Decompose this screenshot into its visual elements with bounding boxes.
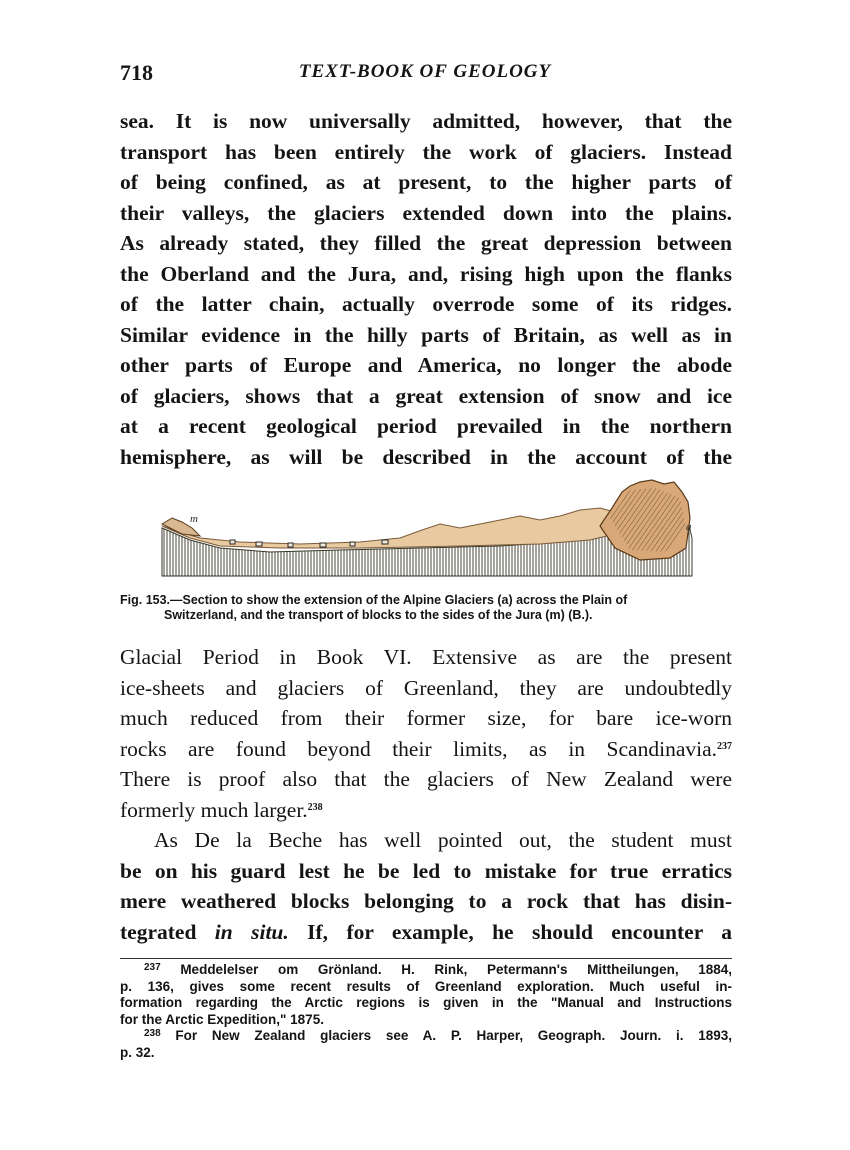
footnote-line <box>120 1028 732 1045</box>
text-line: other parts of Europe and America, no longer the abode <box>120 353 732 377</box>
line-text: rocks are found beyond their limits, as in Scandinavia. <box>120 736 717 761</box>
text-line: of being confined, as at present, to the higher parts of <box>120 170 732 194</box>
italic-phrase: in situ. <box>214 919 289 944</box>
text-line: their valleys, the glaciers extended down into the plains. <box>120 200 732 225</box>
line-text: formerly much larger. <box>120 797 308 822</box>
figure-caption <box>120 593 732 623</box>
footnotes <box>120 962 732 1061</box>
text-line: Glacial Period in Book VI. Extensive as are the present <box>120 645 732 669</box>
text-line <box>120 795 732 826</box>
alpine-glacier-section-figure <box>160 478 694 586</box>
text-line: hemisphere, as will be described in the account of the <box>120 444 732 469</box>
paragraph-top <box>120 106 732 472</box>
text-line: As already stated, they filled the great depression between <box>120 231 732 255</box>
text-line <box>120 917 732 948</box>
text-line: be on his guard lest he be led to mistake for true erratics <box>120 858 732 883</box>
text-line: of the latter chain, actually overrode some of its ridges. <box>120 292 732 316</box>
text-line: of glaciers, shows that a great extension of snow and ice <box>120 383 732 408</box>
text-line: much reduced from their former size, for bare ice-worn <box>120 706 732 730</box>
text-line: ice-sheets and glaciers of Greenland, they are undoubtedly <box>120 675 732 700</box>
text-line: at a recent geological period prevailed in the northern <box>120 414 732 438</box>
paragraph-mid <box>120 642 732 947</box>
footnote-ref-237: 237 <box>717 740 732 752</box>
footnote-number-237: 237 <box>144 962 161 973</box>
text-line: the Oberland and the Jura, and, rising high upon the flanks <box>120 261 732 286</box>
footnote-line <box>120 962 732 979</box>
footnote-text: Meddelelser om Grönland. H. Rink, Petermann's Mittheilungen, 1884, <box>180 962 732 977</box>
footnote-line: p. 32. <box>120 1044 155 1060</box>
text-line: mere weathered blocks belonging to a rock that has disin- <box>120 889 732 913</box>
text-line <box>120 734 732 765</box>
text-line: Similar evidence in the hilly parts of Britain, as well as in <box>120 322 732 347</box>
footnote-number-238: 238 <box>144 1028 161 1039</box>
text-line: sea. It is now universally admitted, however, that the <box>120 109 732 133</box>
footnote-ref-238: 238 <box>307 801 323 813</box>
footnote-line: p. 136, gives some recent results of Greenland exploration. Much useful in- <box>120 978 732 994</box>
caption-line: Fig. 153.—Section to show the extension of the Alpine Glaciers (a) across the Plain of <box>120 593 628 607</box>
label-a: a <box>686 521 692 533</box>
page-header <box>120 60 730 90</box>
footnote-line: for the Arctic Expedition," 1875. <box>120 1011 324 1027</box>
text-line: There is proof also that the glaciers of New Zealand were <box>120 767 732 791</box>
caption-line: Switzerland, and the transport of blocks to the sides of the Jura (m) (B.). <box>164 608 593 622</box>
footnote-line: formation regarding the Arctic regions is given in the "Manual and Instructions <box>120 995 732 1010</box>
page-number: 718 <box>120 60 153 85</box>
label-m: m <box>190 513 198 525</box>
text-line: As De la Beche has well pointed out, the student must <box>154 828 732 852</box>
line-text: tegrated <box>120 919 215 944</box>
line-text: If, for example, he should encounter a <box>288 919 733 944</box>
footnote-text: For New Zealand glaciers see A. P. Harper, Geograph. Journ. i. 1893, <box>175 1028 732 1043</box>
running-title: TEXT-BOOK OF GEOLOGY <box>298 61 552 82</box>
footnote-divider <box>120 958 732 959</box>
text-line: transport has been entirely the work of glaciers. Instead <box>120 139 732 164</box>
